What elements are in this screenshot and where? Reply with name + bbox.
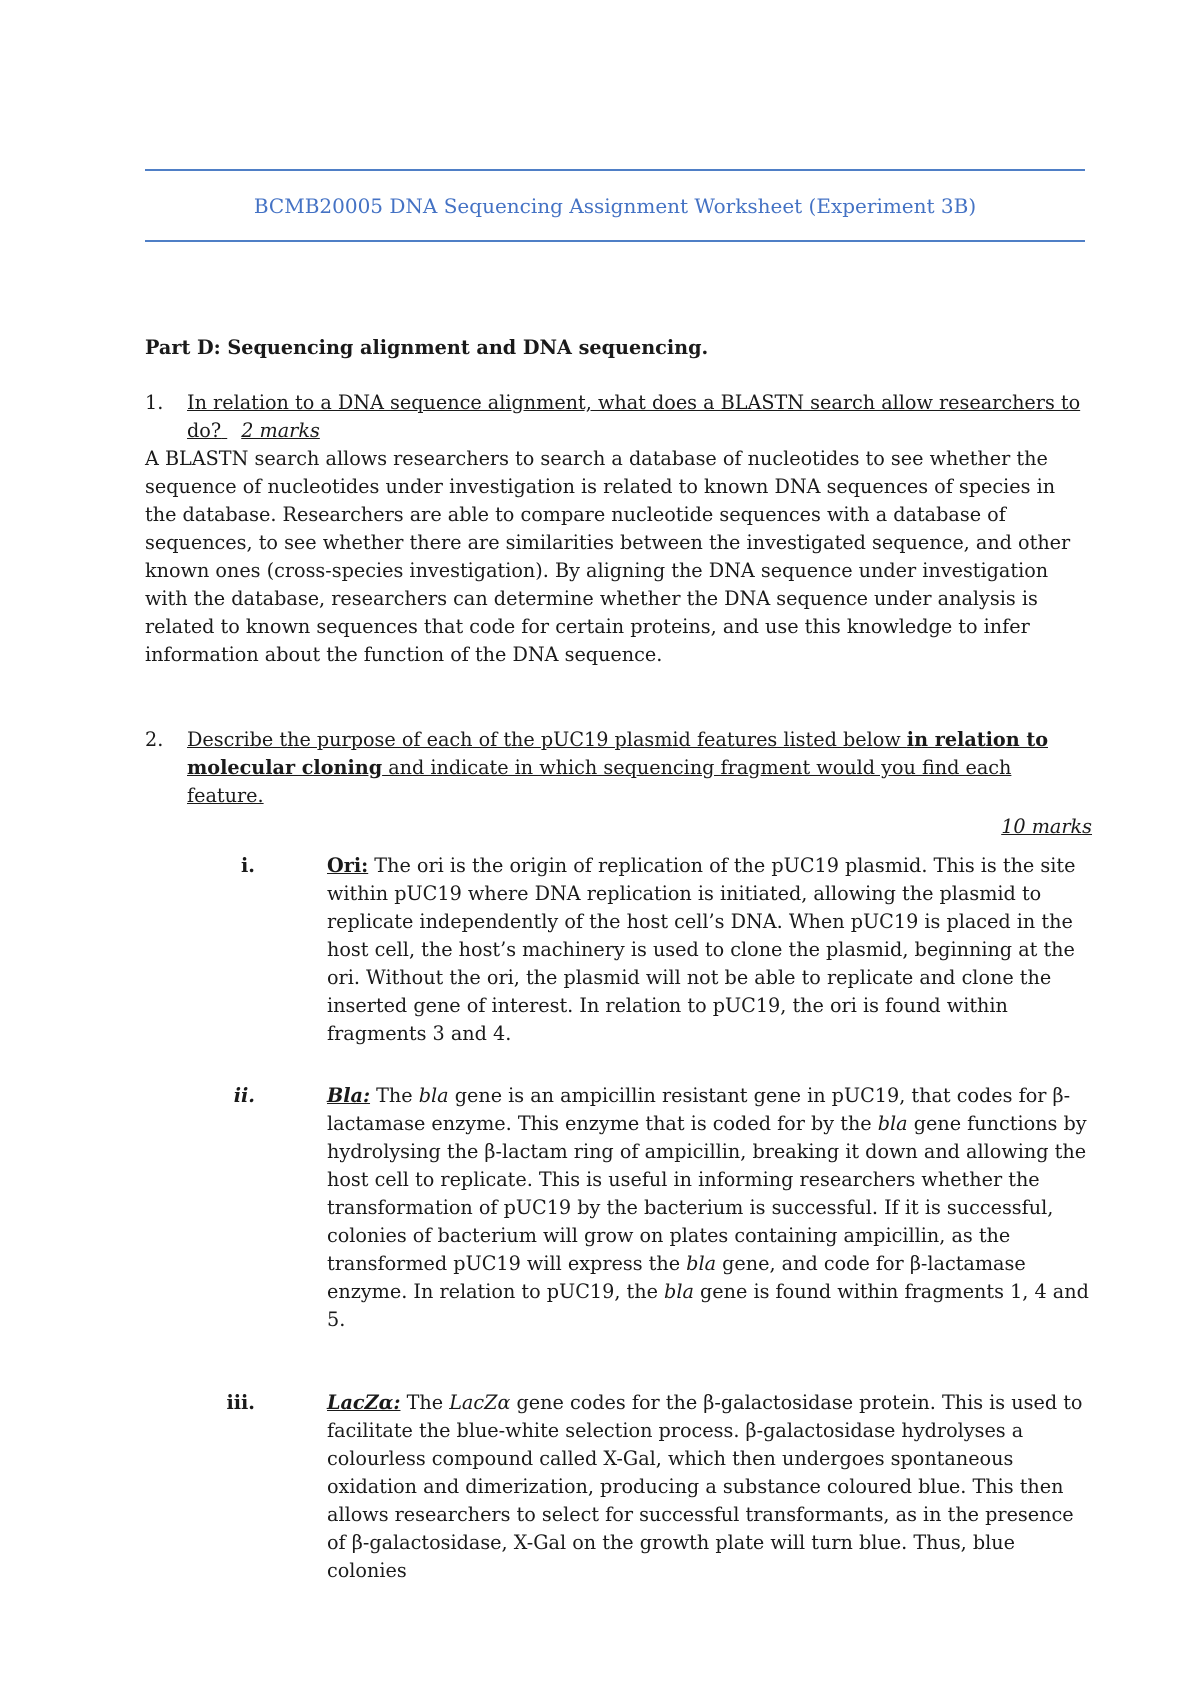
item-i-numeral: i. bbox=[241, 854, 255, 877]
question-1-prompt: In relation to a DNA sequence alignment, what does a BLASTN search allow researchers to do? bbox=[187, 391, 1081, 442]
item-ii-numeral: ii. bbox=[233, 1084, 255, 1107]
question-2-prompt-b: and indicate in which sequencing fragment would you find each feature. bbox=[187, 756, 1012, 807]
header-bottom-rule bbox=[145, 240, 1085, 242]
item-ori-label: Ori: bbox=[327, 854, 369, 877]
header-title: BCMB20005 DNA Sequencing Assignment Worksheet (Experiment 3B) bbox=[253, 194, 977, 218]
item-iii-numeral: iii. bbox=[226, 1391, 255, 1414]
item-bla-text-3: gene functions by hydrolysing the β-lactam ring of ampicillin, breaking it down and allowing the host cell to replicate. This is useful in informing researchers whether the transformation of pUC19 by the bacterium is successful. If it is successful, colonies of bacterium will grow on plates containing ampicillin, as the transformed pUC19 will express the bbox=[327, 1112, 1087, 1275]
header-top-rule bbox=[145, 169, 1085, 171]
item-ori-text: The ori is the origin of replication of the pUC19 plasmid. This is the site within pUC19 where DNA replication is initiated, allowing the plasmid to replicate independently of the host cell’s DNA. When pUC19 is placed in the host cell, the host’s machinery is used to clone the plasmid, beginning at the ori. Without the ori, the plasmid will not be able to replicate and clone the inserted gene of interest. In relation to pUC19, the ori is found within fragments 3 and 4. bbox=[327, 854, 1076, 1045]
item-bla-text-5: gene is found within fragments 1, 4 and 5. bbox=[327, 1280, 1089, 1331]
item-laczalpha-text-1: The bbox=[400, 1391, 450, 1414]
question-1-number: 1. bbox=[145, 391, 164, 414]
question-2-text bbox=[187, 726, 1087, 810]
item-laczalpha-label: LacZα: bbox=[327, 1391, 401, 1414]
item-bla-text-2: gene is an ampicillin resistant gene in pUC19, that codes for β-lactamase enzyme. This enzyme that is coded for by the bbox=[327, 1084, 1071, 1135]
item-laczalpha bbox=[327, 1389, 1095, 1585]
question-2-marks: 10 marks bbox=[1001, 815, 1092, 838]
question-1-text bbox=[187, 389, 1087, 445]
question-1-answer: A BLASTN search allows researchers to search a database of nucleotides to see whether the sequence of nucleotides under investigation is related to known DNA sequences of species in the database. Researchers are able to compare nucleotide sequences with a database of sequences, to see whether there are similarities between the investigated sequence, and other known ones (cross-species investigation). By aligning the DNA sequence under investigation with the database, researchers can determine whether the DNA sequence under analysis is related to known sequences that code for certain proteins, and use this knowledge to infer information about the function of the DNA sequence. bbox=[145, 447, 1071, 666]
item-bla-label: Bla: bbox=[327, 1084, 371, 1107]
bla-term-1: bla bbox=[418, 1084, 449, 1107]
bla-term-2: bla bbox=[877, 1112, 908, 1135]
laczalpha-term: LacZα bbox=[449, 1391, 511, 1414]
question-2-number: 2. bbox=[145, 728, 164, 751]
item-laczalpha-text-2: gene codes for the β-galactosidase protein. This is used to facilitate the blue-white selection process. β-galactosidase hydrolyses a colourless compound called X-Gal, which then undergoes spontaneous oxidation and dimerization, producing a substance coloured blue. This then allows researchers to select for successful transformants, as in the presence of β-galactosidase, X-Gal on the growth plate will turn blue. Thus, blue colonies bbox=[327, 1391, 1083, 1582]
item-ori bbox=[327, 852, 1095, 1048]
question-2-prompt-bold: in relation to molecular cloning bbox=[187, 728, 1048, 779]
part-title: Part D: Sequencing alignment and DNA sequencing. bbox=[145, 336, 709, 359]
item-bla bbox=[327, 1082, 1095, 1334]
question-2-prompt-a: Describe the purpose of each of the pUC19 plasmid features listed below bbox=[187, 728, 907, 751]
item-bla-text-4: gene, and code for β-lactamase enzyme. In relation to pUC19, the bbox=[327, 1252, 1026, 1303]
bla-term-3: bla bbox=[686, 1252, 717, 1275]
bla-term-4: bla bbox=[664, 1280, 694, 1303]
item-bla-text-1: The bbox=[370, 1084, 419, 1107]
question-1-marks: 2 marks bbox=[241, 419, 320, 442]
